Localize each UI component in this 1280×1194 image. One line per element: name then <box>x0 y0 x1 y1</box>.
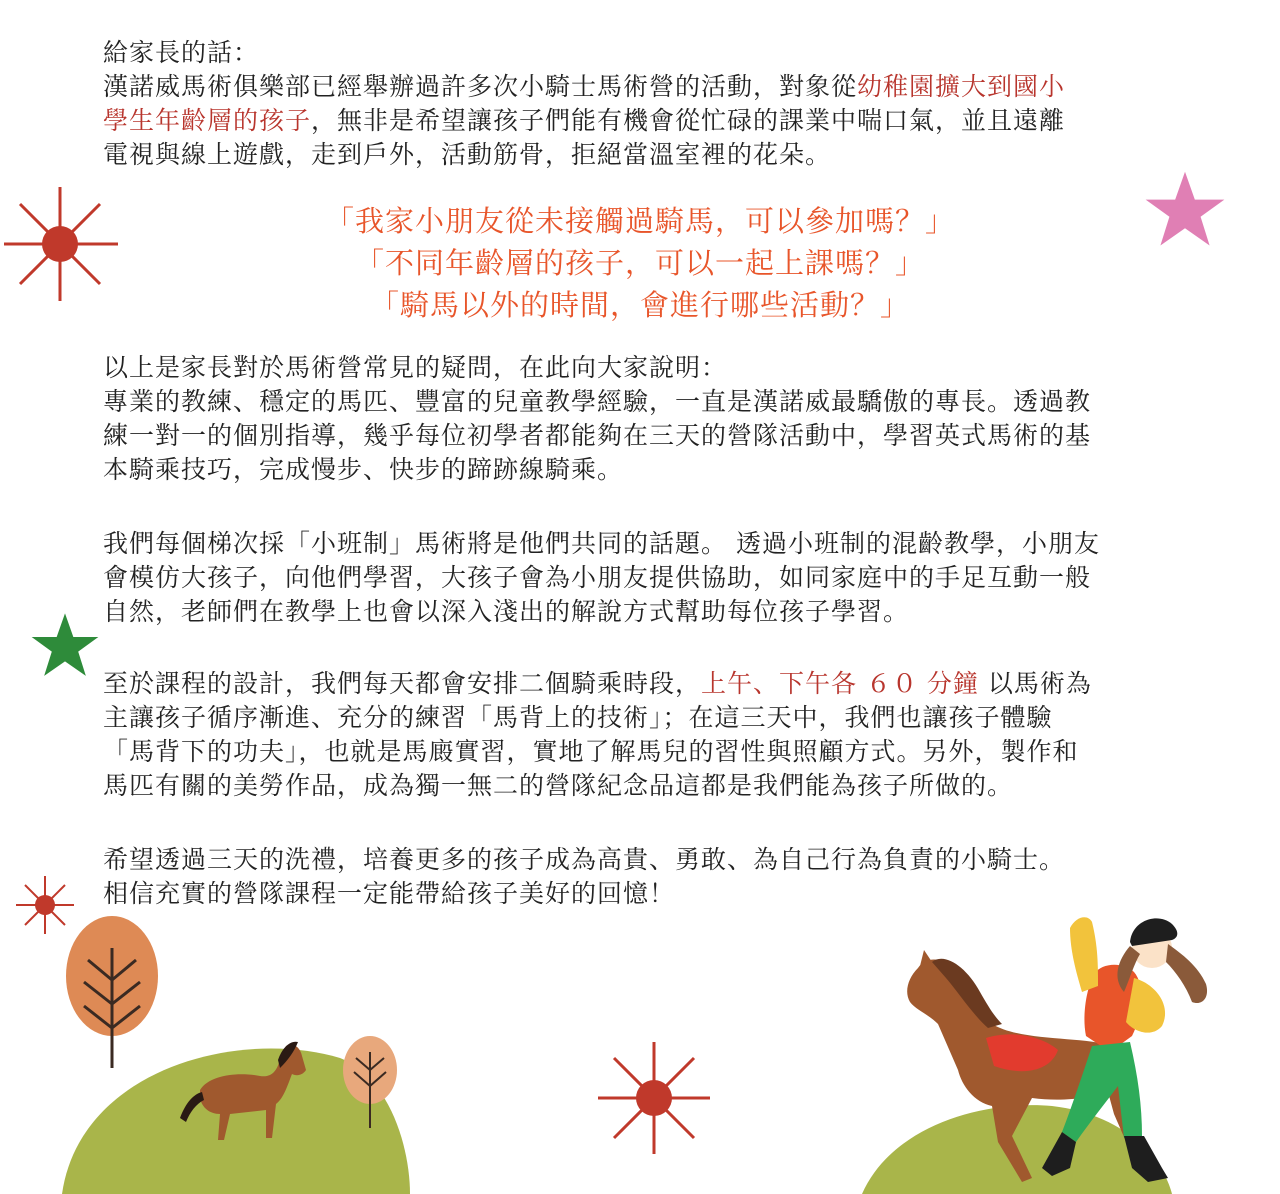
intro-line-3: 電視與線上遊戲，走到戶外，活動筋骨，拒絕當溫室裡的花朵。 <box>103 140 832 169</box>
intro-line-1 <box>103 70 1243 104</box>
course-line-4: 馬匹有關的美勞作品，成為獨一無二的營隊紀念品這都是我們能為孩子所做的。 <box>103 771 1014 800</box>
class-line-1: 我們每個梯次採「小班制」馬術將是他們共同的話題。 透過小班制的混齡教學，小朋友 <box>103 529 1100 558</box>
question-3: 「騎馬以外的時間，會進行哪些活動？」 <box>369 288 910 322</box>
explain-line-4: 本騎乘技巧，完成慢步、快步的蹄跡線騎乘。 <box>103 455 624 484</box>
intro-line-2-text: ，無非是希望讓孩子們能有機會從忙碌的課業中喘口氣，並且遠離 <box>311 106 1066 135</box>
intro-highlight-1: 幼稚園擴大到國小 <box>857 72 1066 101</box>
intro-highlight-2: 學生年齡層的孩子 <box>103 106 312 135</box>
explain-line-2: 專業的教練、穩定的馬匹、豐富的兒童教學經驗，一直是漢諾威最驕傲的專長。透過教 <box>103 387 1092 416</box>
closing-line-1: 希望透過三天的洗禮，培養更多的孩子成為高貴、勇敢、為自己行為負責的小騎士。 <box>103 845 1066 874</box>
intro-heading: 給家長的話： <box>103 38 260 67</box>
intro-line-2 <box>103 104 1243 138</box>
parent-questions <box>0 200 1280 326</box>
class-line-2: 會模仿大孩子，向他們學習，大孩子會為小朋友提供協助，如同家庭中的手足互動一般 <box>103 563 1092 592</box>
class-paragraph <box>103 527 1243 629</box>
question-1: 「我家小朋友從未接觸過騎馬，可以參加嗎？」 <box>324 204 955 238</box>
class-line-3: 自然，老師們在教學上也會以深入淺出的解說方式幫助每位孩子學習。 <box>103 597 910 626</box>
course-line-1 <box>103 667 1243 701</box>
course-highlight: 上午、下午各 ６０ 分鐘 <box>701 669 979 698</box>
closing-line-2: 相信充實的營隊課程一定能帶給孩子美好的回憶！ <box>103 879 676 908</box>
closing-paragraph <box>103 843 1243 911</box>
intro-line-1-text: 漢諾威馬術俱樂部已經舉辦過許多次小騎士馬術營的活動，對象從 <box>103 72 858 101</box>
explain-line-3: 練一對一的個別指導，幾乎每位初學者都能夠在三天的營隊活動中，學習英式馬術的基 <box>103 421 1092 450</box>
rider-horse-illustration <box>862 906 1252 1194</box>
course-line-2: 主讓孩子循序漸進、充分的練習「馬背上的技術」；在這三天中，我們也讓孩子體驗 <box>103 703 1053 732</box>
explain-line-1: 以上是家長對於馬術營常見的疑問，在此向大家說明： <box>103 353 728 382</box>
green-star-icon <box>30 612 100 678</box>
question-2: 「不同年齡層的孩子，可以一起上課嗎？」 <box>354 246 925 280</box>
hill-horse-illustration <box>40 918 420 1194</box>
intro-paragraph <box>103 36 1243 172</box>
course-paragraph <box>103 667 1243 803</box>
explain-paragraph <box>103 351 1243 487</box>
pink-star-icon <box>1144 170 1226 248</box>
course-line-1-text: 至於課程的設計，我們每天都會安排二個騎乘時段， <box>103 669 702 698</box>
course-line-3: 「馬背下的功夫」，也就是馬廄實習，實地了解馬兒的習性與照顧方式。另外，製作和 <box>103 737 1079 766</box>
sun-burst-icon <box>0 185 120 305</box>
center-sun-burst-icon <box>596 1040 712 1156</box>
course-line-1-tail: 以馬術為 <box>978 669 1092 698</box>
